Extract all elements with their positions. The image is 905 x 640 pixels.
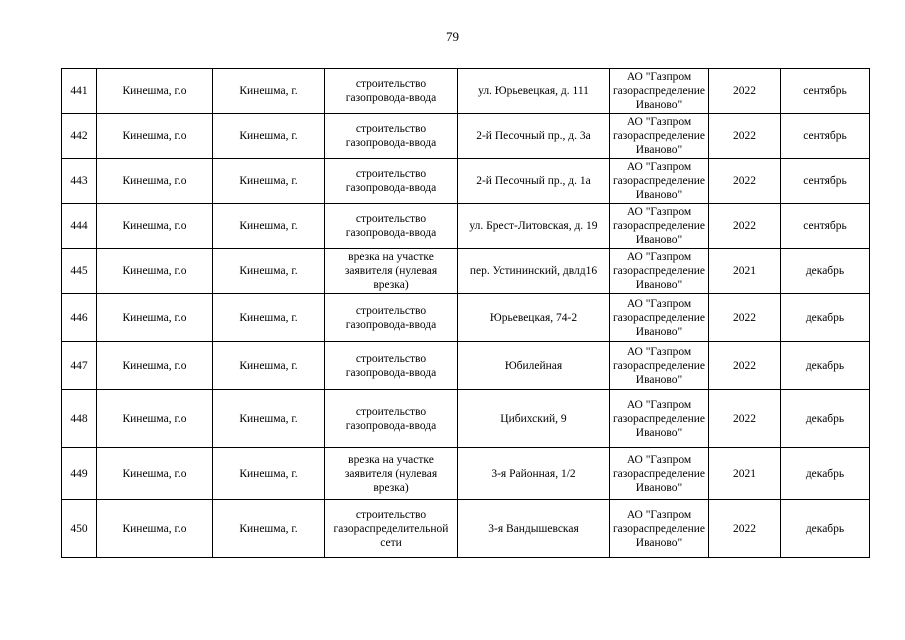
- row-number: 450: [62, 500, 97, 558]
- address-cell: 2-й Песочный пр., д. 1а: [458, 159, 610, 204]
- organization-cell: АО "Газпром газораспределение Иваново": [610, 204, 709, 249]
- row-number: 445: [62, 249, 97, 294]
- month-cell: декабрь: [781, 500, 870, 558]
- row-number: 447: [62, 342, 97, 390]
- work-type-cell: строительство газопровода-ввода: [325, 342, 458, 390]
- district-cell: Кинешма, г.о: [97, 448, 213, 500]
- work-type-cell: строительство газопровода-ввода: [325, 159, 458, 204]
- district-cell: Кинешма, г.о: [97, 342, 213, 390]
- table-row: [62, 114, 870, 159]
- address-cell: Цибихский, 9: [458, 390, 610, 448]
- year-cell: 2022: [709, 114, 781, 159]
- organization-cell: АО "Газпром газораспределение Иваново": [610, 294, 709, 342]
- district-cell: Кинешма, г.о: [97, 500, 213, 558]
- month-cell: декабрь: [781, 448, 870, 500]
- organization-cell: АО "Газпром газораспределение Иваново": [610, 69, 709, 114]
- row-number: 449: [62, 448, 97, 500]
- table-row: [62, 69, 870, 114]
- locality-cell: Кинешма, г.: [213, 204, 325, 249]
- work-type-cell: врезка на участке заявителя (нулевая врезка): [325, 448, 458, 500]
- address-cell: 3-я Районная, 1/2: [458, 448, 610, 500]
- table-row: [62, 249, 870, 294]
- locality-cell: Кинешма, г.: [213, 159, 325, 204]
- address-cell: Юрьевецкая, 74-2: [458, 294, 610, 342]
- locality-cell: Кинешма, г.: [213, 114, 325, 159]
- table-row: [62, 500, 870, 558]
- locality-cell: Кинешма, г.: [213, 294, 325, 342]
- year-cell: 2022: [709, 69, 781, 114]
- year-cell: 2022: [709, 500, 781, 558]
- work-type-cell: строительство газораспределительной сети: [325, 500, 458, 558]
- address-cell: ул. Юрьевецкая, д. 111: [458, 69, 610, 114]
- organization-cell: АО "Газпром газораспределение Иваново": [610, 249, 709, 294]
- table-row: [62, 204, 870, 249]
- organization-cell: АО "Газпром газораспределение Иваново": [610, 114, 709, 159]
- locality-cell: Кинешма, г.: [213, 448, 325, 500]
- row-number: 446: [62, 294, 97, 342]
- work-type-cell: строительство газопровода-ввода: [325, 69, 458, 114]
- year-cell: 2022: [709, 390, 781, 448]
- row-number: 448: [62, 390, 97, 448]
- locality-cell: Кинешма, г.: [213, 390, 325, 448]
- address-cell: Юбилейная: [458, 342, 610, 390]
- district-cell: Кинешма, г.о: [97, 390, 213, 448]
- organization-cell: АО "Газпром газораспределение Иваново": [610, 390, 709, 448]
- month-cell: декабрь: [781, 249, 870, 294]
- row-number: 443: [62, 159, 97, 204]
- locality-cell: Кинешма, г.: [213, 69, 325, 114]
- organization-cell: АО "Газпром газораспределение Иваново": [610, 448, 709, 500]
- month-cell: декабрь: [781, 294, 870, 342]
- address-cell: 2-й Песочный пр., д. 3а: [458, 114, 610, 159]
- address-cell: пер. Устининский, двлд16: [458, 249, 610, 294]
- table-row: [62, 159, 870, 204]
- work-type-cell: строительство газопровода-ввода: [325, 390, 458, 448]
- address-cell: ул. Брест-Литовская, д. 19: [458, 204, 610, 249]
- month-cell: декабрь: [781, 390, 870, 448]
- month-cell: сентябрь: [781, 159, 870, 204]
- work-type-cell: строительство газопровода-ввода: [325, 294, 458, 342]
- page-number: 79: [446, 29, 459, 44]
- month-cell: сентябрь: [781, 204, 870, 249]
- year-cell: 2021: [709, 448, 781, 500]
- organization-cell: АО "Газпром газораспределение Иваново": [610, 342, 709, 390]
- district-cell: Кинешма, г.о: [97, 249, 213, 294]
- locality-cell: Кинешма, г.: [213, 249, 325, 294]
- month-cell: декабрь: [781, 342, 870, 390]
- district-cell: Кинешма, г.о: [97, 159, 213, 204]
- table-row: [62, 342, 870, 390]
- row-number: 444: [62, 204, 97, 249]
- work-type-cell: строительство газопровода-ввода: [325, 204, 458, 249]
- gasification-schedule-table: [61, 68, 870, 558]
- address-cell: 3-я Вандышевская: [458, 500, 610, 558]
- locality-cell: Кинешма, г.: [213, 500, 325, 558]
- year-cell: 2022: [709, 342, 781, 390]
- work-type-cell: строительство газопровода-ввода: [325, 114, 458, 159]
- year-cell: 2022: [709, 159, 781, 204]
- district-cell: Кинешма, г.о: [97, 114, 213, 159]
- locality-cell: Кинешма, г.: [213, 342, 325, 390]
- organization-cell: АО "Газпром газораспределение Иваново": [610, 500, 709, 558]
- organization-cell: АО "Газпром газораспределение Иваново": [610, 159, 709, 204]
- row-number: 442: [62, 114, 97, 159]
- district-cell: Кинешма, г.о: [97, 204, 213, 249]
- year-cell: 2022: [709, 294, 781, 342]
- row-number: 441: [62, 69, 97, 114]
- district-cell: Кинешма, г.о: [97, 69, 213, 114]
- month-cell: сентябрь: [781, 114, 870, 159]
- table-row: [62, 390, 870, 448]
- table-row: [62, 294, 870, 342]
- work-type-cell: врезка на участке заявителя (нулевая врезка): [325, 249, 458, 294]
- year-cell: 2021: [709, 249, 781, 294]
- year-cell: 2022: [709, 204, 781, 249]
- month-cell: сентябрь: [781, 69, 870, 114]
- table-row: [62, 448, 870, 500]
- district-cell: Кинешма, г.о: [97, 294, 213, 342]
